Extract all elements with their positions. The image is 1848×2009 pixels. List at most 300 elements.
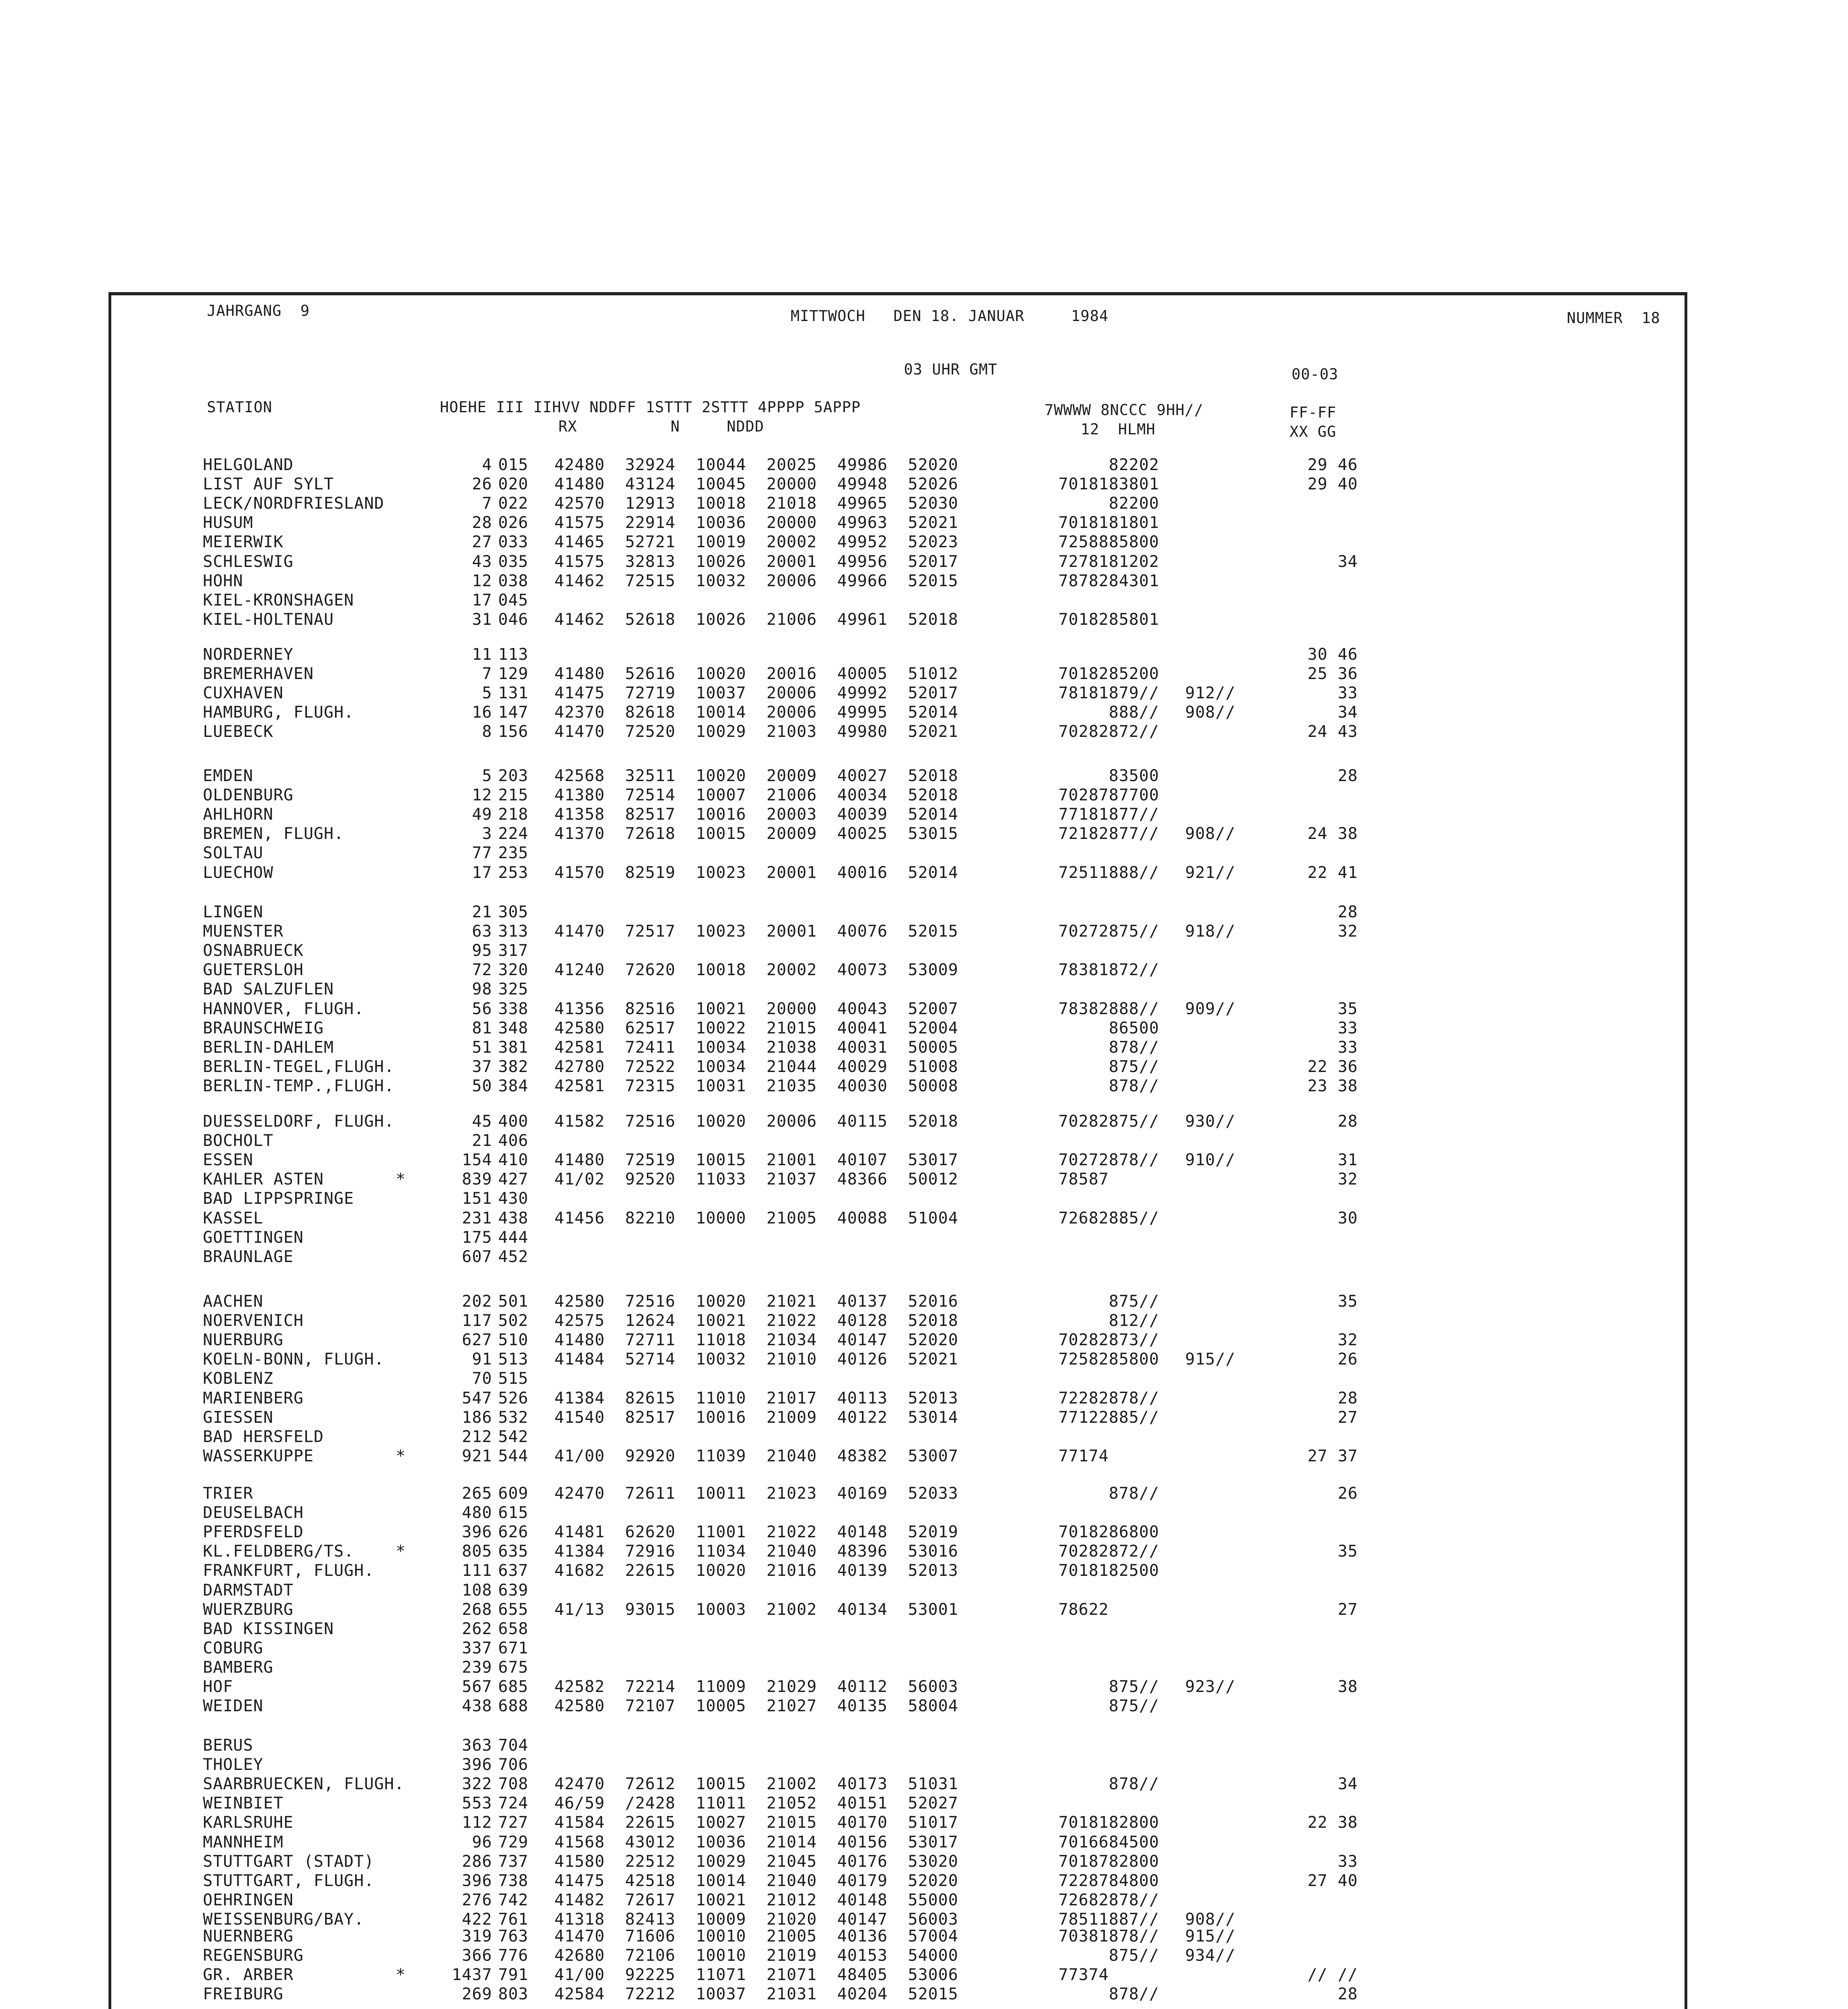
station-id: 706 <box>498 1755 529 1774</box>
station-name: NUERBURG <box>203 1331 284 1350</box>
station-id: 515 <box>498 1369 529 1388</box>
station-height: 396 <box>462 1523 492 1542</box>
station-name: AACHEN <box>203 1292 264 1311</box>
station-height: 396 <box>462 1871 492 1890</box>
group-1sttt: 10022 <box>696 1019 746 1037</box>
group-iihvv: 41540 <box>554 1408 605 1427</box>
group-5appp: 52023 <box>908 533 959 552</box>
wind-gust: 28 <box>1337 1112 1358 1131</box>
group-1sttt: 11009 <box>696 1678 746 1696</box>
group-7wwww: 70181 <box>1058 475 1109 494</box>
group-nddff: 72514 <box>625 786 676 805</box>
station-id: 737 <box>498 1852 529 1871</box>
group-iihvv: 42575 <box>554 1311 605 1330</box>
wind-gust: // // <box>1307 1966 1358 1984</box>
group-nddff: 92520 <box>625 1170 676 1189</box>
group-2sttt: 21018 <box>767 494 817 513</box>
group-4pppp: 40153 <box>837 1946 888 1965</box>
group-5appp: 52018 <box>908 1112 959 1131</box>
group-4pppp: 40005 <box>837 665 888 683</box>
station-height: 51 <box>472 1038 492 1057</box>
station-name: BAD KISSINGEN <box>203 1619 334 1638</box>
group-5appp: 58004 <box>908 1697 959 1716</box>
station-name: THOLEY <box>203 1755 264 1774</box>
group-2sttt: 20025 <box>767 456 817 474</box>
station-height: 31 <box>472 610 492 629</box>
station-id: 156 <box>498 722 529 741</box>
group-nddff: 52616 <box>625 665 676 683</box>
station-name: GOETTINGEN <box>203 1228 304 1247</box>
wind-gust: 29 46 <box>1307 456 1358 474</box>
group-1sttt: 10010 <box>696 1927 746 1946</box>
group-1sttt: 10015 <box>696 1151 746 1170</box>
group-1sttt: 10020 <box>696 767 746 785</box>
station-height: 50 <box>472 1076 492 1095</box>
wind-gust: 30 46 <box>1307 645 1358 664</box>
group-5appp: 52018 <box>908 767 959 785</box>
group-2sttt: 21038 <box>767 1038 817 1057</box>
station-height: 268 <box>462 1600 492 1619</box>
group-nddff: 32813 <box>625 552 676 571</box>
station-height: 212 <box>462 1427 492 1446</box>
group-4pppp: 40169 <box>837 1484 888 1503</box>
group-1sttt: 10018 <box>696 961 746 980</box>
group-2sttt: 20001 <box>767 863 817 882</box>
group-5appp: 52015 <box>908 1985 959 2004</box>
mountain-flag: * <box>396 1446 406 1465</box>
group-7wwww: 70381 <box>1058 1927 1109 1946</box>
group-nddff: 72522 <box>625 1057 676 1076</box>
group-iihvv: 42581 <box>554 1038 605 1057</box>
group-1sttt: 10020 <box>696 665 746 683</box>
group-5appp: 55000 <box>908 1890 959 1909</box>
station-name: BAD LIPPSPRINGE <box>203 1189 354 1208</box>
group-4pppp: 40170 <box>837 1813 888 1832</box>
group-nddff: 72212 <box>625 1985 676 2004</box>
station-name: BERLIN-TEGEL,FLUGH. <box>203 1057 395 1076</box>
station-id: 704 <box>498 1736 529 1755</box>
group-4pppp: 40156 <box>837 1833 888 1851</box>
group-4pppp: 49995 <box>837 703 888 722</box>
group-1sttt: 10015 <box>696 1775 746 1794</box>
group-2sttt: 21045 <box>767 1852 817 1871</box>
wind-gust: 35 <box>1337 1542 1358 1561</box>
group-2sttt: 20006 <box>767 1112 817 1131</box>
group-nddff: 22615 <box>625 1561 676 1580</box>
wind-gust: 26 <box>1337 1350 1358 1369</box>
group-8nccc: 81801 <box>1109 514 1159 532</box>
station-id: 427 <box>498 1170 529 1189</box>
group-5appp: 50012 <box>908 1170 959 1189</box>
group-4pppp: 40135 <box>837 1697 888 1716</box>
wind-gust: 32 <box>1337 922 1358 941</box>
group-2sttt: 21002 <box>767 1600 817 1619</box>
group-iihvv: 41380 <box>554 786 605 805</box>
station-id: 033 <box>498 533 529 552</box>
station-height: 567 <box>462 1678 492 1696</box>
group-8nccc: 879// <box>1109 684 1159 703</box>
group-nddff: 62517 <box>625 1019 676 1037</box>
station-name: BERLIN-DAHLEM <box>203 1038 334 1057</box>
group-5appp: 52021 <box>908 722 959 741</box>
station-name: HUSUM <box>203 514 253 532</box>
station-height: 805 <box>462 1542 492 1561</box>
station-id: 763 <box>498 1927 529 1946</box>
station-id: 046 <box>498 610 529 629</box>
group-5appp: 52030 <box>908 494 959 513</box>
group-7wwww: 78587 <box>1058 1170 1109 1189</box>
group-1sttt: 10037 <box>696 684 746 703</box>
group-8nccc: 86800 <box>1109 1523 1159 1542</box>
station-name: LECK/NORDFRIESLAND <box>203 494 384 513</box>
group-iihvv: 41465 <box>554 533 605 552</box>
group-iihvv: 42582 <box>554 1678 605 1696</box>
group-nddff: 72315 <box>625 1076 676 1095</box>
group-1sttt: 11033 <box>696 1170 746 1189</box>
group-4pppp: 40179 <box>837 1871 888 1890</box>
group-4pppp: 49963 <box>837 514 888 532</box>
group-1sttt: 10029 <box>696 722 746 741</box>
group-1sttt: 10034 <box>696 1057 746 1076</box>
group-4pppp: 40030 <box>837 1076 888 1095</box>
group-nddff: 72618 <box>625 824 676 843</box>
station-id: 410 <box>498 1151 529 1170</box>
group-1sttt: 10019 <box>696 533 746 552</box>
group-7wwww: 70182 <box>1058 610 1109 629</box>
group-2sttt: 21017 <box>767 1389 817 1408</box>
station-id: 655 <box>498 1600 529 1619</box>
station-id: 761 <box>498 1910 529 1929</box>
group-8nccc: 878// <box>1109 1927 1159 1946</box>
group-1sttt: 10016 <box>696 805 746 824</box>
group-8nccc: 86500 <box>1109 1019 1159 1037</box>
station-id: 438 <box>498 1209 529 1227</box>
group-9hh: 909// <box>1185 999 1236 1018</box>
station-name: KL.FELDBERG/TS. <box>203 1542 354 1561</box>
group-5appp: 52018 <box>908 786 959 805</box>
group-2sttt: 20006 <box>767 684 817 703</box>
wind-gust: 31 <box>1337 1151 1358 1170</box>
station-name: COBURG <box>203 1639 264 1657</box>
group-2sttt: 21016 <box>767 1561 817 1580</box>
group-8nccc: 875// <box>1109 1292 1159 1311</box>
group-nddff: 72916 <box>625 1542 676 1561</box>
group-8nccc: 875// <box>1109 922 1159 941</box>
station-id: 215 <box>498 786 529 805</box>
group-7wwww: 72182 <box>1058 824 1109 843</box>
station-id: 542 <box>498 1427 529 1446</box>
group-5appp: 52018 <box>908 1311 959 1330</box>
station-id: 803 <box>498 1985 529 2004</box>
group-nddff: /2428 <box>625 1794 676 1813</box>
station-height: 319 <box>462 1927 492 1946</box>
station-height: 70 <box>472 1369 492 1388</box>
wind-gust: 33 <box>1337 1038 1358 1057</box>
group-1sttt: 10027 <box>696 1813 746 1832</box>
group-iihvv: 41481 <box>554 1523 605 1542</box>
station-height: 17 <box>472 591 492 610</box>
station-id: 320 <box>498 961 529 980</box>
station-id: 502 <box>498 1311 529 1330</box>
group-5appp: 52013 <box>908 1389 959 1408</box>
group-4pppp: 40025 <box>837 824 888 843</box>
group-5appp: 51031 <box>908 1775 959 1794</box>
group-nddff: 92225 <box>625 1966 676 1984</box>
group-4pppp: 49965 <box>837 494 888 513</box>
group-8nccc: 888// <box>1109 999 1159 1018</box>
station-height: 151 <box>462 1189 492 1208</box>
wind-gust: 28 <box>1337 1985 1358 2004</box>
group-1sttt: 10010 <box>696 1946 746 1965</box>
station-name: WEISSENBURG/BAY. <box>203 1910 364 1929</box>
station-name: MANNHEIM <box>203 1833 284 1851</box>
group-4pppp: 49986 <box>837 456 888 474</box>
station-name: WUERZBURG <box>203 1600 294 1619</box>
group-iihvv: 41475 <box>554 684 605 703</box>
column-header-groups: 7WWWW 8NCCC 9HH// <box>1045 401 1204 419</box>
group-8nccc: 878// <box>1109 1890 1159 1909</box>
group-2sttt: 21014 <box>767 1833 817 1851</box>
group-1sttt: 11034 <box>696 1542 746 1561</box>
station-name: WASSERKUPPE <box>203 1446 314 1465</box>
station-id: 510 <box>498 1331 529 1350</box>
station-name: OEHRINGEN <box>203 1890 294 1909</box>
station-name: SAARBRUECKEN, FLUGH. <box>203 1775 405 1794</box>
group-nddff: 52714 <box>625 1350 676 1369</box>
station-id: 635 <box>498 1542 529 1561</box>
group-iihvv: 41/00 <box>554 1966 605 1984</box>
group-4pppp: 40122 <box>837 1408 888 1427</box>
group-5appp: 52015 <box>908 922 959 941</box>
station-id: 113 <box>498 645 529 664</box>
group-1sttt: 10005 <box>696 1697 746 1716</box>
group-nddff: 72107 <box>625 1697 676 1716</box>
station-height: 4 <box>482 456 492 474</box>
group-8nccc: 878// <box>1109 1985 1159 2004</box>
group-9hh: 908// <box>1185 703 1236 722</box>
station-height: 5 <box>482 684 492 703</box>
group-5appp: 52017 <box>908 552 959 571</box>
station-name: KOELN-BONN, FLUGH. <box>203 1350 384 1369</box>
group-8nccc: 81202 <box>1109 552 1159 571</box>
station-id: 224 <box>498 824 529 843</box>
group-1sttt: 10003 <box>696 1600 746 1619</box>
group-nddff: 12913 <box>625 494 676 513</box>
group-iihvv: 41568 <box>554 1833 605 1851</box>
group-iihvv: 41480 <box>554 1331 605 1350</box>
group-1sttt: 10037 <box>696 1985 746 2004</box>
group-8nccc: 878// <box>1109 1038 1159 1057</box>
group-4pppp: 40147 <box>837 1910 888 1929</box>
group-iihvv: 42584 <box>554 1985 605 2004</box>
station-id: 045 <box>498 591 529 610</box>
station-height: 27 <box>472 533 492 552</box>
group-iihvv: 42580 <box>554 1292 605 1311</box>
group-4pppp: 40088 <box>837 1209 888 1227</box>
wind-gust: 38 <box>1337 1678 1358 1696</box>
station-id: 724 <box>498 1794 529 1813</box>
station-id: 776 <box>498 1946 529 1965</box>
group-2sttt: 20000 <box>767 999 817 1018</box>
group-7wwww: 78381 <box>1058 961 1109 980</box>
group-iihvv: 41470 <box>554 1927 605 1946</box>
wind-gust: 28 <box>1337 767 1358 785</box>
group-4pppp: 49952 <box>837 533 888 552</box>
group-1sttt: 10026 <box>696 610 746 629</box>
wind-gust: 24 43 <box>1307 722 1358 741</box>
group-1sttt: 10021 <box>696 1311 746 1330</box>
group-8nccc: 872// <box>1109 722 1159 741</box>
group-nddff: 43012 <box>625 1833 676 1851</box>
station-name: HOF <box>203 1678 233 1696</box>
group-iihvv: 41358 <box>554 805 605 824</box>
group-2sttt: 20009 <box>767 767 817 785</box>
station-name: KIEL-KRONSHAGEN <box>203 591 354 610</box>
group-8nccc: 888// <box>1109 703 1159 722</box>
station-id: 430 <box>498 1189 529 1208</box>
group-8nccc: 878// <box>1109 1484 1159 1503</box>
station-id: 235 <box>498 844 529 863</box>
column-header-codes: HOEHE III IIHVV NDDFF 1STTT 2STTT 4PPPP 5APPP <box>440 399 861 416</box>
station-id: 035 <box>498 552 529 571</box>
wind-gust: 27 37 <box>1307 1446 1358 1465</box>
group-2sttt: 21040 <box>767 1446 817 1465</box>
station-height: 17 <box>472 863 492 882</box>
station-name: LUEBECK <box>203 722 274 741</box>
group-1sttt: 10036 <box>696 514 746 532</box>
group-2sttt: 20006 <box>767 571 817 590</box>
group-nddff: 42518 <box>625 1871 676 1890</box>
station-name: STUTTGART, FLUGH. <box>203 1871 374 1890</box>
station-height: 839 <box>462 1170 492 1189</box>
station-name: KARLSRUHE <box>203 1813 294 1832</box>
group-4pppp: 40073 <box>837 961 888 980</box>
group-8nccc: 82800 <box>1109 1852 1159 1871</box>
wind-gust: 23 38 <box>1307 1076 1358 1095</box>
group-iihvv: 41580 <box>554 1852 605 1871</box>
station-id: 729 <box>498 1833 529 1851</box>
station-name: PFERDSFELD <box>203 1523 304 1542</box>
group-5appp: 51017 <box>908 1813 959 1832</box>
group-1sttt: 11010 <box>696 1389 746 1408</box>
station-id: 532 <box>498 1408 529 1427</box>
group-iihvv: 41682 <box>554 1561 605 1580</box>
group-iihvv: 41456 <box>554 1209 605 1227</box>
station-height: 286 <box>462 1852 492 1871</box>
station-id: 381 <box>498 1038 529 1057</box>
group-8nccc: 878// <box>1109 1076 1159 1095</box>
station-height: 269 <box>462 1985 492 2004</box>
station-id: 038 <box>498 571 529 590</box>
group-4pppp: 40112 <box>837 1678 888 1696</box>
group-8nccc: 877// <box>1109 824 1159 843</box>
group-nddff: 72611 <box>625 1484 676 1503</box>
wind-gust: 27 40 <box>1307 1871 1358 1890</box>
group-2sttt: 21002 <box>767 1775 817 1794</box>
group-1sttt: 10032 <box>696 1350 746 1369</box>
station-name: DARMSTADT <box>203 1581 294 1600</box>
station-height: 438 <box>462 1697 492 1716</box>
station-height: 202 <box>462 1292 492 1311</box>
station-name: LIST AUF SYLT <box>203 475 334 494</box>
group-iihvv: 42680 <box>554 1946 605 1965</box>
group-7wwww: 70187 <box>1058 1852 1109 1871</box>
group-7wwww: 70182 <box>1058 665 1109 683</box>
wind-gust: 26 <box>1337 1484 1358 1503</box>
group-2sttt: 21022 <box>767 1523 817 1542</box>
group-5appp: 52026 <box>908 475 959 494</box>
group-8nccc: 885// <box>1109 1408 1159 1427</box>
group-2sttt: 20003 <box>767 805 817 824</box>
station-height: 49 <box>472 805 492 824</box>
group-2sttt: 20000 <box>767 475 817 494</box>
group-nddff: 82516 <box>625 999 676 1018</box>
station-height: 91 <box>472 1350 492 1369</box>
group-8nccc: 878// <box>1109 1389 1159 1408</box>
group-5appp: 51012 <box>908 665 959 683</box>
wind-gust: 34 <box>1337 703 1358 722</box>
wind-gust: 27 <box>1337 1600 1358 1619</box>
station-name: FRANKFURT, FLUGH. <box>203 1561 374 1580</box>
station-height: 56 <box>472 999 492 1018</box>
group-iihvv: 41570 <box>554 863 605 882</box>
wind-gust: 27 <box>1337 1408 1358 1427</box>
group-8nccc: 887// <box>1109 1910 1159 1929</box>
station-name: BRAUNLAGE <box>203 1247 294 1266</box>
station-height: 12 <box>472 786 492 805</box>
group-2sttt: 21015 <box>767 1813 817 1832</box>
station-name: BAMBERG <box>203 1658 274 1677</box>
station-id: 544 <box>498 1446 529 1465</box>
group-iihvv: 41480 <box>554 665 605 683</box>
group-5appp: 56003 <box>908 1910 959 1929</box>
group-4pppp: 49956 <box>837 552 888 571</box>
station-name: FREIBURG <box>203 1985 284 2004</box>
station-height: 231 <box>462 1209 492 1227</box>
group-1sttt: 10031 <box>696 1076 746 1095</box>
wind-gust: 34 <box>1337 1775 1358 1794</box>
group-8nccc: 872// <box>1109 961 1159 980</box>
group-5appp: 52016 <box>908 1292 959 1311</box>
group-4pppp: 49992 <box>837 684 888 703</box>
group-4pppp: 40176 <box>837 1852 888 1871</box>
group-nddff: 93015 <box>625 1600 676 1619</box>
wind-gust: 22 41 <box>1307 863 1358 882</box>
group-iihvv: 41470 <box>554 922 605 941</box>
group-9hh: 923// <box>1185 1678 1236 1696</box>
station-id: 685 <box>498 1678 529 1696</box>
station-height: 422 <box>462 1910 492 1929</box>
group-2sttt: 21019 <box>767 1946 817 1965</box>
group-nddff: 92920 <box>625 1446 676 1465</box>
group-2sttt: 21071 <box>767 1966 817 1984</box>
station-height: 337 <box>462 1639 492 1657</box>
group-1sttt: 10014 <box>696 1871 746 1890</box>
group-2sttt: 20016 <box>767 665 817 683</box>
group-9hh: 908// <box>1185 824 1236 843</box>
group-7wwww: 78382 <box>1058 999 1109 1018</box>
group-4pppp: 40173 <box>837 1775 888 1794</box>
station-height: 112 <box>462 1813 492 1832</box>
group-4pppp: 40034 <box>837 786 888 805</box>
group-5appp: 53015 <box>908 824 959 843</box>
station-height: 363 <box>462 1736 492 1755</box>
station-height: 111 <box>462 1561 492 1580</box>
station-name: BAD SALZUFLEN <box>203 980 334 999</box>
group-2sttt: 21010 <box>767 1350 817 1369</box>
group-2sttt: 21009 <box>767 1408 817 1427</box>
group-iihvv: 41484 <box>554 1350 605 1369</box>
